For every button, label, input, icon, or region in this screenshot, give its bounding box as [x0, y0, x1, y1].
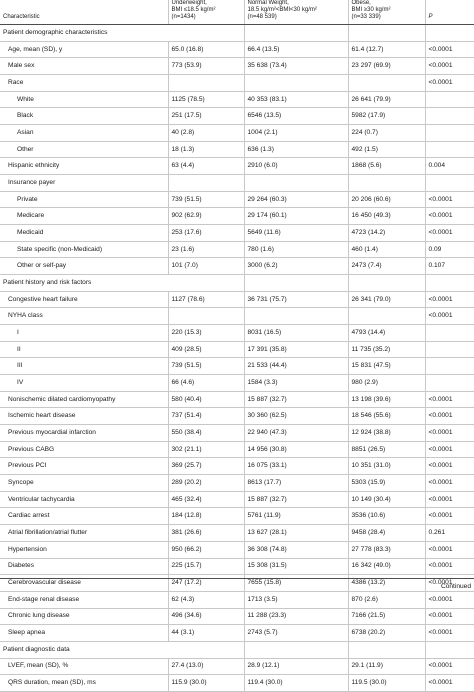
cell-underweight: 369 (25.7) [168, 458, 244, 475]
cell-obese: 27 778 (83.3) [348, 541, 425, 558]
cell-obese: 16 342 (49.0) [348, 558, 425, 575]
cell-underweight: 23 (1.6) [168, 241, 244, 258]
cell-underweight: 739 (51.5) [168, 191, 244, 208]
row-label: Patient history and risk factors [0, 275, 168, 292]
cell-obese [348, 25, 425, 42]
cell-p-value: <0.0001 [425, 491, 474, 508]
cell-p-value: <0.0001 [425, 625, 474, 642]
cell-p-value: <0.0001 [425, 458, 474, 475]
cell-p-value: <0.0001 [425, 191, 474, 208]
cell-p-value: <0.0001 [425, 41, 474, 58]
cell-normal-weight: 5649 (11.6) [244, 225, 348, 242]
row-label: NYHA class [0, 308, 168, 325]
cell-normal-weight [244, 641, 348, 658]
row-label: I [0, 325, 168, 342]
table-row [0, 625, 474, 642]
row-label: Insurance payer [0, 175, 168, 192]
cell-normal-weight: 29 264 (60.3) [244, 191, 348, 208]
cell-obese: 460 (1.4) [348, 241, 425, 258]
cell-obese: 4723 (14.2) [348, 225, 425, 242]
table-row [0, 375, 474, 392]
cell-p-value [425, 108, 474, 125]
cell-obese: 10 351 (31.0) [348, 458, 425, 475]
cell-normal-weight: 119.4 (30.0) [244, 675, 348, 692]
row-label: Previous CABG [0, 441, 168, 458]
cell-p-value: <0.0001 [425, 591, 474, 608]
row-label: Previous myocardial infarction [0, 425, 168, 442]
cell-p-value [425, 641, 474, 658]
cell-obese: 18 546 (55.6) [348, 408, 425, 425]
cell-underweight: 1127 (78.6) [168, 291, 244, 308]
cell-normal-weight: 36 731 (75.7) [244, 291, 348, 308]
cell-normal-weight: 66.4 (13.5) [244, 41, 348, 58]
cell-underweight: 496 (34.6) [168, 608, 244, 625]
cell-underweight: 773 (53.9) [168, 58, 244, 75]
table-row [0, 58, 474, 75]
cell-obese: 23 297 (69.9) [348, 58, 425, 75]
cell-p-value: <0.0001 [425, 675, 474, 692]
cell-underweight: 115.9 (30.0) [168, 675, 244, 692]
cell-normal-weight [244, 175, 348, 192]
cell-obese [348, 75, 425, 92]
table-row [0, 108, 474, 125]
cell-underweight: 289 (20.2) [168, 475, 244, 492]
table-row [0, 475, 474, 492]
header-p-value: P [425, 0, 474, 25]
row-label: Asian [0, 125, 168, 142]
cell-obese: 1868 (5.6) [348, 158, 425, 175]
table-row [0, 158, 474, 175]
cell-normal-weight [244, 275, 348, 292]
cell-underweight: 44 (3.1) [168, 625, 244, 642]
row-label: Medicare [0, 208, 168, 225]
cell-p-value: <0.0001 [425, 441, 474, 458]
cell-obese: 10 149 (30.4) [348, 491, 425, 508]
cell-obese: 5303 (15.9) [348, 475, 425, 492]
cell-normal-weight: 1584 (3.3) [244, 375, 348, 392]
cell-underweight: 302 (21.1) [168, 441, 244, 458]
cell-normal-weight: 40 353 (83.1) [244, 91, 348, 108]
cell-p-value: <0.0001 [425, 225, 474, 242]
table-row [0, 258, 474, 275]
header-underweight: Underweight, BMI ≤18.5 kg/m² (n=1434) [168, 0, 244, 25]
row-label: II [0, 341, 168, 358]
row-label: State specific (non-Medicaid) [0, 241, 168, 258]
cell-obese [348, 275, 425, 292]
row-label: Atrial fibrillation/atrial flutter [0, 525, 168, 542]
table-row [0, 91, 474, 108]
table-row [0, 441, 474, 458]
cell-normal-weight: 5761 (11.9) [244, 508, 348, 525]
section-row [0, 275, 474, 292]
section-row [0, 25, 474, 42]
cell-underweight: 950 (66.2) [168, 541, 244, 558]
cell-obese: 7166 (21.5) [348, 608, 425, 625]
cell-normal-weight: 8613 (17.7) [244, 475, 348, 492]
row-label: Patient diagnostic data [0, 641, 168, 658]
cell-normal-weight: 7655 (15.8) [244, 575, 348, 592]
row-label: III [0, 358, 168, 375]
cell-underweight: 101 (7.0) [168, 258, 244, 275]
section-row [0, 641, 474, 658]
table-row [0, 491, 474, 508]
row-label: QRS duration, mean (SD), ms [0, 675, 168, 692]
cell-underweight: 66 (4.6) [168, 375, 244, 392]
cell-obese: 492 (1.5) [348, 141, 425, 158]
cell-obese: 4386 (13.2) [348, 575, 425, 592]
row-label: Black [0, 108, 168, 125]
table-row [0, 658, 474, 675]
cell-p-value: <0.0001 [425, 608, 474, 625]
table-row [0, 391, 474, 408]
cell-normal-weight [244, 75, 348, 92]
header-obese: Obese, BMI ≥30 kg/m² (n=33 339) [348, 0, 425, 25]
cell-obese: 20 206 (60.6) [348, 191, 425, 208]
cell-underweight: 220 (15.3) [168, 325, 244, 342]
row-label: Sleep apnea [0, 625, 168, 642]
cell-underweight: 251 (17.5) [168, 108, 244, 125]
table-row [0, 175, 474, 192]
cell-obese: 61.4 (12.7) [348, 41, 425, 58]
cell-underweight: 409 (28.5) [168, 341, 244, 358]
cell-normal-weight: 2910 (6.0) [244, 158, 348, 175]
table-row [0, 358, 474, 375]
table-row [0, 225, 474, 242]
cell-obese: 4793 (14.4) [348, 325, 425, 342]
table-row [0, 675, 474, 692]
table-row [0, 508, 474, 525]
cell-p-value [425, 141, 474, 158]
row-label: Ischemic heart disease [0, 408, 168, 425]
cell-obese: 5982 (17.9) [348, 108, 425, 125]
cell-normal-weight: 21 533 (44.4) [244, 358, 348, 375]
cell-normal-weight: 1004 (2.1) [244, 125, 348, 142]
table-row [0, 241, 474, 258]
cell-p-value: <0.0001 [425, 391, 474, 408]
cell-normal-weight: 15 308 (31.5) [244, 558, 348, 575]
cell-normal-weight: 3000 (6.2) [244, 258, 348, 275]
cell-p-value [425, 25, 474, 42]
cell-normal-weight: 636 (1.3) [244, 141, 348, 158]
cell-normal-weight: 1713 (3.5) [244, 591, 348, 608]
cell-obese: 2473 (7.4) [348, 258, 425, 275]
cell-underweight [168, 175, 244, 192]
row-label: Cerebrovascular disease [0, 575, 168, 592]
cell-normal-weight: 35 638 (73.4) [244, 58, 348, 75]
row-label: Hypertension [0, 541, 168, 558]
row-label: Race [0, 75, 168, 92]
row-label: Ventricular tachycardia [0, 491, 168, 508]
table-row [0, 608, 474, 625]
cell-underweight: 253 (17.6) [168, 225, 244, 242]
cell-normal-weight: 29 174 (60.1) [244, 208, 348, 225]
cell-obese: 119.5 (30.0) [348, 675, 425, 692]
row-label: Previous PCI [0, 458, 168, 475]
row-label: Chronic lung disease [0, 608, 168, 625]
table-row [0, 41, 474, 58]
cell-obese: 26 341 (79.0) [348, 291, 425, 308]
cell-obese: 16 450 (49.3) [348, 208, 425, 225]
cell-p-value [425, 325, 474, 342]
row-label: Male sex [0, 58, 168, 75]
cell-normal-weight: 22 940 (47.3) [244, 425, 348, 442]
row-label: End-stage renal disease [0, 591, 168, 608]
row-label: Private [0, 191, 168, 208]
cell-p-value [425, 375, 474, 392]
row-label: White [0, 91, 168, 108]
cell-p-value: 0.09 [425, 241, 474, 258]
table-footer [0, 578, 474, 595]
table-row [0, 141, 474, 158]
table-row [0, 425, 474, 442]
table-row [0, 525, 474, 542]
table-row [0, 458, 474, 475]
cell-obese [348, 641, 425, 658]
row-label: Diabetes [0, 558, 168, 575]
cell-underweight: 1125 (78.5) [168, 91, 244, 108]
cell-p-value: <0.0001 [425, 408, 474, 425]
table-row [0, 558, 474, 575]
cell-p-value: 0.261 [425, 525, 474, 542]
cell-underweight: 63 (4.4) [168, 158, 244, 175]
table-row [0, 341, 474, 358]
cell-p-value: <0.0001 [425, 425, 474, 442]
cell-normal-weight: 16 075 (33.1) [244, 458, 348, 475]
cell-obese: 26 641 (79.9) [348, 91, 425, 108]
cell-obese: 29.1 (11.9) [348, 658, 425, 675]
row-label: Cardiac arrest [0, 508, 168, 525]
cell-p-value: <0.0001 [425, 475, 474, 492]
table-row [0, 325, 474, 342]
cell-p-value: <0.0001 [425, 75, 474, 92]
cell-normal-weight: 780 (1.6) [244, 241, 348, 258]
cell-p-value: 0.004 [425, 158, 474, 175]
row-label: Hispanic ethnicity [0, 158, 168, 175]
cell-p-value [425, 91, 474, 108]
cell-underweight: 40 (2.8) [168, 125, 244, 142]
cell-obese [348, 175, 425, 192]
cell-underweight [168, 308, 244, 325]
cell-obese: 13 198 (39.6) [348, 391, 425, 408]
cell-normal-weight: 28.9 (12.1) [244, 658, 348, 675]
cell-underweight: 465 (32.4) [168, 491, 244, 508]
cell-normal-weight: 15 887 (32.7) [244, 491, 348, 508]
cell-p-value: <0.0001 [425, 508, 474, 525]
row-label: Other or self-pay [0, 258, 168, 275]
cell-underweight [168, 275, 244, 292]
row-label: Other [0, 141, 168, 158]
table-header-row [0, 0, 474, 25]
cell-normal-weight [244, 25, 348, 42]
cell-obese: 11 735 (35.2) [348, 341, 425, 358]
cell-normal-weight: 36 308 (74.8) [244, 541, 348, 558]
cell-obese: 3536 (10.6) [348, 508, 425, 525]
header-normal-weight: Normal Weight, 18.5 kg/m²<BMI<30 kg/m² (n=48 539) [244, 0, 348, 25]
cell-normal-weight: 8031 (16.5) [244, 325, 348, 342]
row-label: Syncope [0, 475, 168, 492]
cell-p-value: <0.0001 [425, 558, 474, 575]
header-characteristic: Characteristic [0, 0, 168, 25]
cell-obese: 15 831 (47.5) [348, 358, 425, 375]
table-row [0, 75, 474, 92]
row-label: Nonischemic dilated cardiomyopathy [0, 391, 168, 408]
cell-underweight: 225 (15.7) [168, 558, 244, 575]
cell-underweight: 18 (1.3) [168, 141, 244, 158]
cell-underweight [168, 25, 244, 42]
cell-p-value: <0.0001 [425, 658, 474, 675]
row-label: Patient demographic characteristics [0, 25, 168, 42]
row-label: Age, mean (SD), y [0, 41, 168, 58]
cell-p-value [425, 341, 474, 358]
cell-normal-weight: 11 288 (23.3) [244, 608, 348, 625]
row-label: LVEF, mean (SD), % [0, 658, 168, 675]
cell-underweight: 27.4 (13.0) [168, 658, 244, 675]
cell-underweight: 247 (17.2) [168, 575, 244, 592]
cell-p-value [425, 275, 474, 292]
cell-underweight: 62 (4.3) [168, 591, 244, 608]
row-label: Congestive heart failure [0, 291, 168, 308]
cell-underweight: 65.0 (16.8) [168, 41, 244, 58]
cell-obese: 870 (2.6) [348, 591, 425, 608]
cell-obese: 6738 (20.2) [348, 625, 425, 642]
cell-obese: 224 (0.7) [348, 125, 425, 142]
cell-underweight: 739 (51.5) [168, 358, 244, 375]
cell-p-value [425, 358, 474, 375]
cell-p-value: <0.0001 [425, 541, 474, 558]
table-row [0, 191, 474, 208]
cell-underweight: 737 (51.4) [168, 408, 244, 425]
cell-underweight: 902 (62.9) [168, 208, 244, 225]
table-row [0, 408, 474, 425]
table-row [0, 541, 474, 558]
table-row [0, 208, 474, 225]
cell-normal-weight: 15 887 (32.7) [244, 391, 348, 408]
cell-normal-weight: 30 360 (62.5) [244, 408, 348, 425]
cell-obese: 8851 (26.5) [348, 441, 425, 458]
cell-normal-weight: 14 956 (30.8) [244, 441, 348, 458]
table-row [0, 308, 474, 325]
cell-p-value: <0.0001 [425, 208, 474, 225]
cell-underweight: 381 (26.6) [168, 525, 244, 542]
cell-p-value: 0.107 [425, 258, 474, 275]
cell-p-value: <0.0001 [425, 291, 474, 308]
cell-underweight: 184 (12.8) [168, 508, 244, 525]
cell-p-value: <0.0001 [425, 575, 474, 592]
cell-normal-weight: 6546 (13.5) [244, 108, 348, 125]
row-label: IV [0, 375, 168, 392]
cell-underweight [168, 641, 244, 658]
row-label: Medicaid [0, 225, 168, 242]
cell-obese: 12 924 (38.8) [348, 425, 425, 442]
cell-p-value: <0.0001 [425, 58, 474, 75]
cell-obese [348, 308, 425, 325]
cell-normal-weight: 13 627 (28.1) [244, 525, 348, 542]
cell-underweight: 580 (40.4) [168, 391, 244, 408]
cell-p-value [425, 125, 474, 142]
cell-normal-weight [244, 308, 348, 325]
continued-label: Continued [440, 583, 471, 590]
cell-normal-weight: 17 391 (35.8) [244, 341, 348, 358]
cell-normal-weight: 2743 (5.7) [244, 625, 348, 642]
cell-p-value: <0.0001 [425, 308, 474, 325]
cell-obese: 9458 (28.4) [348, 525, 425, 542]
table-row [0, 291, 474, 308]
table-row [0, 125, 474, 142]
cell-underweight: 550 (38.4) [168, 425, 244, 442]
cell-obese: 980 (2.9) [348, 375, 425, 392]
cell-p-value [425, 175, 474, 192]
cell-underweight [168, 75, 244, 92]
